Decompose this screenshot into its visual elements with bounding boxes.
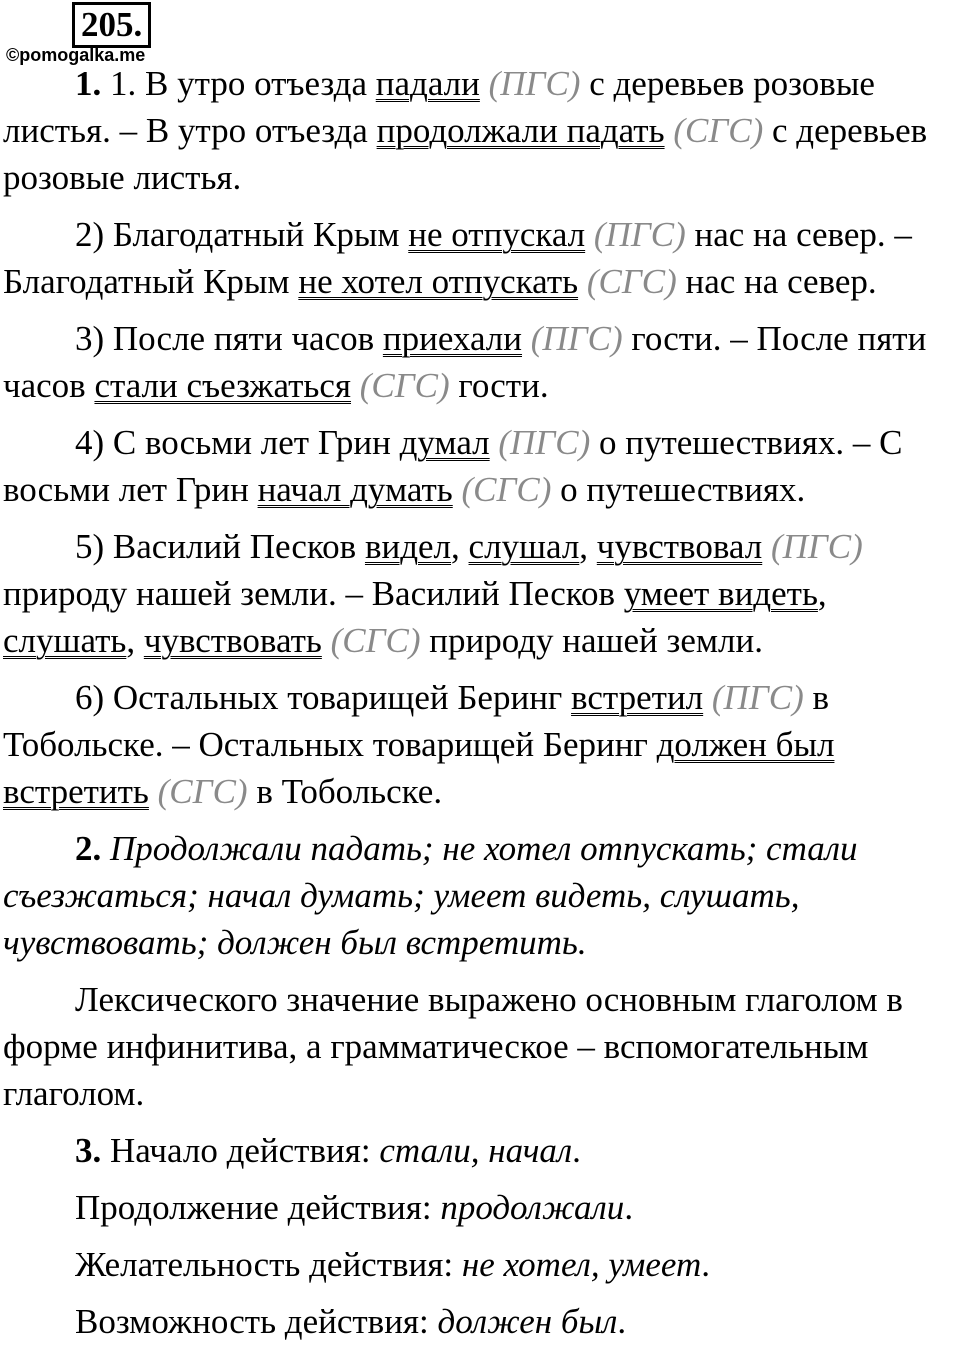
sentence-2: [3, 211, 958, 305]
text: .: [701, 1245, 711, 1284]
part-2-explanation: Лексического значение выражено основным глаголом в форме инфинитива, а грамматическое – вспомогательным глаголом.: [3, 980, 903, 1113]
row-label: Продолжение действия:: [75, 1188, 441, 1227]
text: в Тобольске. – Остальных товарищей Беринг: [3, 678, 830, 764]
row-label: Желательность действия:: [75, 1245, 462, 1284]
predicate-type: (ПГС): [498, 423, 591, 462]
predicate-type: (ПГС): [488, 64, 581, 103]
text: 2) Благодатный Крым: [75, 215, 400, 254]
predicate-type: (ПГС): [711, 678, 804, 717]
predicate-type: (СГС): [461, 470, 552, 509]
text: гости.: [458, 366, 549, 405]
text: о путешествиях. – С восьми лет Грин: [3, 423, 903, 509]
text: 5) Василий Песков: [75, 527, 357, 566]
predicate-type: (ПГС): [770, 527, 863, 566]
row-value: должен был: [437, 1302, 618, 1341]
predicate-simple: встретил: [571, 678, 704, 717]
text: с деревьев розовые листья. – В утро отъезда: [3, 64, 875, 150]
predicate-simple: чувствовал: [596, 527, 763, 566]
predicate-type: (СГС): [673, 111, 764, 150]
text: 6) Остальных товарищей Беринг: [75, 678, 563, 717]
text: .: [572, 1131, 581, 1170]
predicate-compound: слушать: [3, 621, 127, 660]
sentence-3: [3, 315, 958, 409]
watermark: ©pomogalka.me: [6, 45, 146, 65]
predicate-compound: не хотел отпускать: [298, 262, 579, 301]
row-value: продолжали: [440, 1188, 625, 1227]
text: нас на север.: [685, 262, 877, 301]
compound-predicates-list: Продолжали падать; не хотел отпускать; стали съезжаться; начал думать; умеет видеть, слушать, чувствовать; должен был встретить.: [3, 829, 858, 962]
text: нас на север. – Благодатный Крым: [3, 215, 912, 301]
text: в Тобольске.: [256, 772, 443, 811]
text: гости. – После пяти часов: [3, 319, 927, 405]
part-3-row-1: [3, 1127, 958, 1174]
predicate-simple: видел: [364, 527, 452, 566]
predicate-compound: стали съезжаться: [94, 366, 351, 405]
predicate-simple: падали: [375, 64, 480, 103]
sentence-1: [3, 60, 958, 201]
exercise-number: 205.: [72, 2, 151, 48]
part-3-row-2: [3, 1184, 958, 1231]
text: природу нашей земли. – Василий Песков: [3, 574, 615, 613]
row-value: не хотел, умеет: [461, 1245, 702, 1284]
row-label: Возможность действия:: [75, 1302, 438, 1341]
predicate-type: (СГС): [359, 366, 450, 405]
predicate-simple: думал: [399, 423, 490, 462]
sentence-4: [3, 419, 958, 513]
sentence-5: 5) Василий Песков видел, слушал, чувствовал (ПГС) природу нашей земли. – Василий Песков умеет видеть, слушать, чувствовать (СГС) природу нашей земли.: [3, 527, 863, 660]
row-label: Начало действия:: [110, 1131, 380, 1170]
predicate-compound: должен был встретить: [3, 725, 835, 811]
predicate-type: (ПГС): [593, 215, 686, 254]
text: о путешествиях.: [560, 470, 806, 509]
part-2-list: [3, 825, 958, 966]
text: природу нашей земли.: [429, 621, 763, 660]
part-label: 3.: [75, 1131, 102, 1170]
part-3-row-3: [3, 1241, 958, 1288]
part-label: 2.: [75, 829, 102, 868]
text: 3) После пяти часов: [75, 319, 375, 358]
part-label: 1.: [75, 64, 102, 103]
predicate-compound: чувствовать: [143, 621, 322, 660]
predicate-simple: слушал: [468, 527, 580, 566]
row-value: стали, начал: [379, 1131, 573, 1170]
predicate-compound: начал думать: [257, 470, 453, 509]
part-3-row-4: [3, 1298, 958, 1345]
predicate-type: (СГС): [157, 772, 248, 811]
predicate-compound: продолжали падать: [376, 111, 665, 150]
text: .: [617, 1302, 627, 1341]
text: 4) С восьми лет Грин: [75, 423, 391, 462]
sentence-6: [3, 674, 958, 815]
predicate-simple: не отпускал: [408, 215, 586, 254]
text: .: [624, 1188, 634, 1227]
answer-content: [3, 60, 958, 1345]
predicate-compound: умеет видеть: [623, 574, 818, 613]
predicate-type: (ПГС): [530, 319, 623, 358]
predicate-simple: приехали: [382, 319, 523, 358]
text: с деревьев розовые листья.: [3, 111, 928, 197]
text: 1. В утро отъезда: [110, 64, 367, 103]
predicate-type: (СГС): [586, 262, 677, 301]
predicate-type: (СГС): [330, 621, 421, 660]
